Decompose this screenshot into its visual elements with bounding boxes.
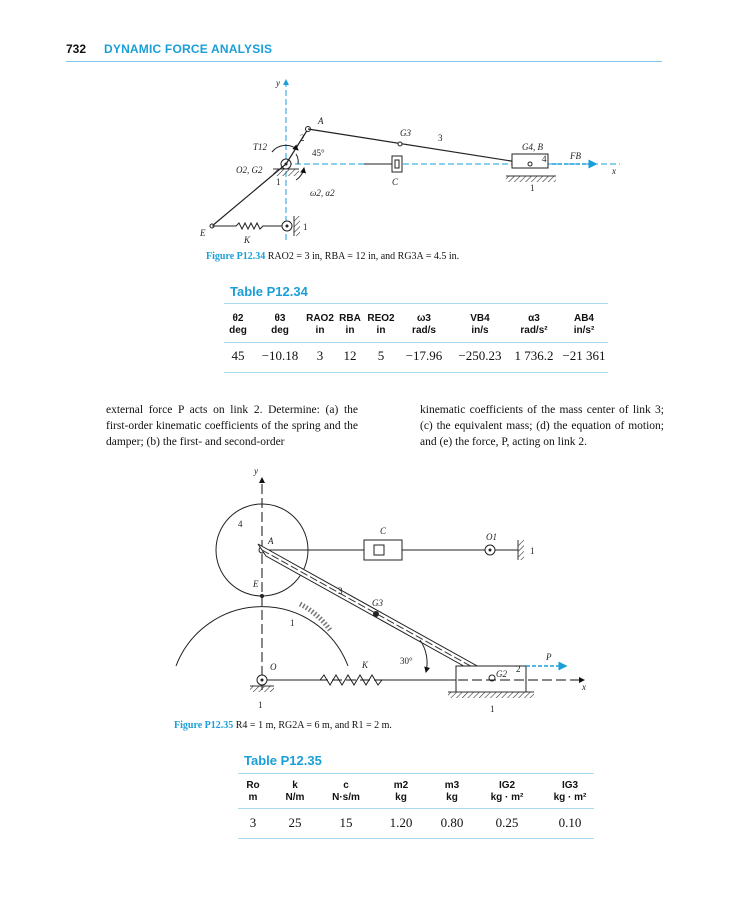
label-link3-2: 3 (338, 586, 343, 596)
label-x: x (612, 166, 616, 176)
table-cell: 3 (249, 815, 257, 830)
label-ground1a: 1 (530, 546, 535, 556)
column-symbol: c (343, 780, 349, 791)
column-unit: kg (395, 792, 407, 803)
column-header (540, 780, 600, 804)
label-a-2: A (268, 536, 274, 546)
label-c-2: C (380, 526, 387, 536)
figure-p12-35-label: Figure P12.35 (174, 720, 234, 731)
column-unit: in/s² (573, 325, 595, 336)
figure-p12-34-label: Figure P12.34 (206, 251, 266, 262)
column-symbol: α3 (528, 313, 540, 324)
body-right-column: kinematic coefficients of the mass center of link 3; (c) the equivalent mass; (d) the equation of motion; and (e) the force, P, acting on link 2. (420, 404, 664, 448)
table-cell: −250.23 (458, 348, 502, 363)
label-link4: 4 (542, 154, 547, 164)
table-cell: −17.96 (405, 348, 443, 363)
body-left-column: external force P acts on link 2. Determine: (a) the first-order kinematic coefficients of the spring and the damper; (b) the first- and second-order (106, 404, 358, 448)
label-g3: G3 (400, 128, 411, 138)
table-p12-35-title: Table P12.35 (244, 753, 322, 768)
column-symbol: θ3 (274, 313, 286, 324)
label-x-2: x (582, 682, 586, 692)
column-unit: in/s (471, 325, 489, 336)
label-y-2: y (254, 466, 258, 476)
label-g4b: G4, B (522, 142, 543, 152)
page-number: 732 (66, 42, 87, 56)
label-p: P (546, 652, 552, 662)
column-unit: in (376, 325, 386, 336)
label-link3: 3 (438, 133, 443, 143)
table-cell: 5 (377, 348, 385, 363)
label-ground1: 1 (276, 177, 281, 187)
column-symbol: RAO2 (306, 313, 334, 324)
column-unit: deg (271, 325, 289, 336)
table-p12-35-top-rule (238, 773, 594, 774)
label-fb: FB (570, 151, 581, 161)
label-o1: O1 (486, 532, 497, 542)
label-o2g2: O2, G2 (236, 165, 263, 175)
column-symbol: IG2 (498, 780, 516, 791)
column-unit: m (248, 792, 258, 803)
label-k: K (244, 235, 251, 245)
label-g2: G2 (496, 669, 507, 679)
column-unit: kg (446, 792, 458, 803)
column-symbol: RBA (339, 313, 361, 324)
label-y: y (276, 78, 280, 88)
figure-p12-34-text: RAO2 = 3 in, RBA = 12 in, and RG3A = 4.5 in. (267, 251, 460, 262)
label-one: 1 (290, 618, 295, 628)
label-angle-2: 30° (400, 656, 413, 666)
column-symbol: AB4 (573, 313, 594, 324)
label-e: E (200, 228, 206, 238)
running-title: DYNAMIC FORCE ANALYSIS (104, 42, 273, 56)
table-p12-35-bottom-rule (238, 838, 594, 839)
label-link2: 2 (300, 133, 305, 143)
column-symbol: ω3 (416, 313, 431, 324)
table-cell: 0.25 (495, 815, 519, 830)
label-four: 4 (238, 519, 243, 529)
column-symbol: Ro (246, 780, 260, 791)
column-symbol: REO2 (367, 313, 395, 324)
column-header (477, 780, 537, 804)
label-k-2: K (362, 660, 369, 670)
column-unit: N/m (285, 792, 305, 803)
column-symbol: VB4 (470, 313, 490, 324)
label-g3-2: G3 (372, 598, 383, 608)
column-unit: kg · m² (490, 792, 524, 803)
column-unit: in (345, 325, 355, 336)
label-ground1b-2: 1 (258, 700, 263, 710)
ground-slider-2 (448, 692, 534, 698)
table-cell: 0.80 (440, 815, 464, 830)
table-cell: 45 (231, 348, 245, 363)
label-omega-alpha: ω2, α2 (310, 188, 335, 198)
column-unit: N·s/m (332, 792, 360, 803)
label-ground1b: 1 (530, 183, 535, 193)
column-unit: kg · m² (553, 792, 587, 803)
label-o: O (270, 662, 277, 672)
table-p12-34-title: Table P12.34 (230, 284, 308, 299)
table-cell: 12 (343, 348, 357, 363)
column-symbol: m2 (393, 780, 409, 791)
column-unit: in (315, 325, 325, 336)
label-a: A (318, 116, 324, 126)
column-unit: rad/s² (520, 325, 548, 336)
label-two: 2 (516, 664, 521, 674)
column-symbol: m3 (444, 780, 460, 791)
table-cell: 15 (339, 815, 353, 830)
column-symbol: k (292, 780, 298, 791)
figure-p12-35-text: R4 = 1 m, RG2A = 6 m, and R1 = 2 m. (235, 720, 392, 731)
column-symbol: IG3 (561, 780, 579, 791)
column-unit: rad/s (412, 325, 436, 336)
label-ground1c: 1 (303, 222, 308, 232)
figure-p12-35-caption (174, 720, 392, 731)
label-angle: 45° (312, 148, 325, 158)
label-ground1c-2: 1 (490, 704, 495, 714)
table-cell: −10.18 (261, 348, 299, 363)
ground-o1 (518, 540, 524, 560)
table-cell: 1 736.2 (514, 348, 554, 363)
table-cell: 25 (288, 815, 302, 830)
column-header (422, 780, 482, 804)
label-e-2: E (253, 579, 259, 589)
table-p12-35-mid-rule (238, 808, 594, 809)
table-cell: 1.20 (389, 815, 413, 830)
table-cell: 0.10 (558, 815, 582, 830)
table-cell: −21 361 (562, 348, 606, 363)
label-t12: T12 (253, 142, 268, 152)
table-cell: 3 (316, 348, 324, 363)
column-header (316, 780, 376, 804)
column-unit: deg (229, 325, 247, 336)
column-symbol: θ2 (232, 313, 244, 324)
label-c: C (392, 177, 399, 187)
